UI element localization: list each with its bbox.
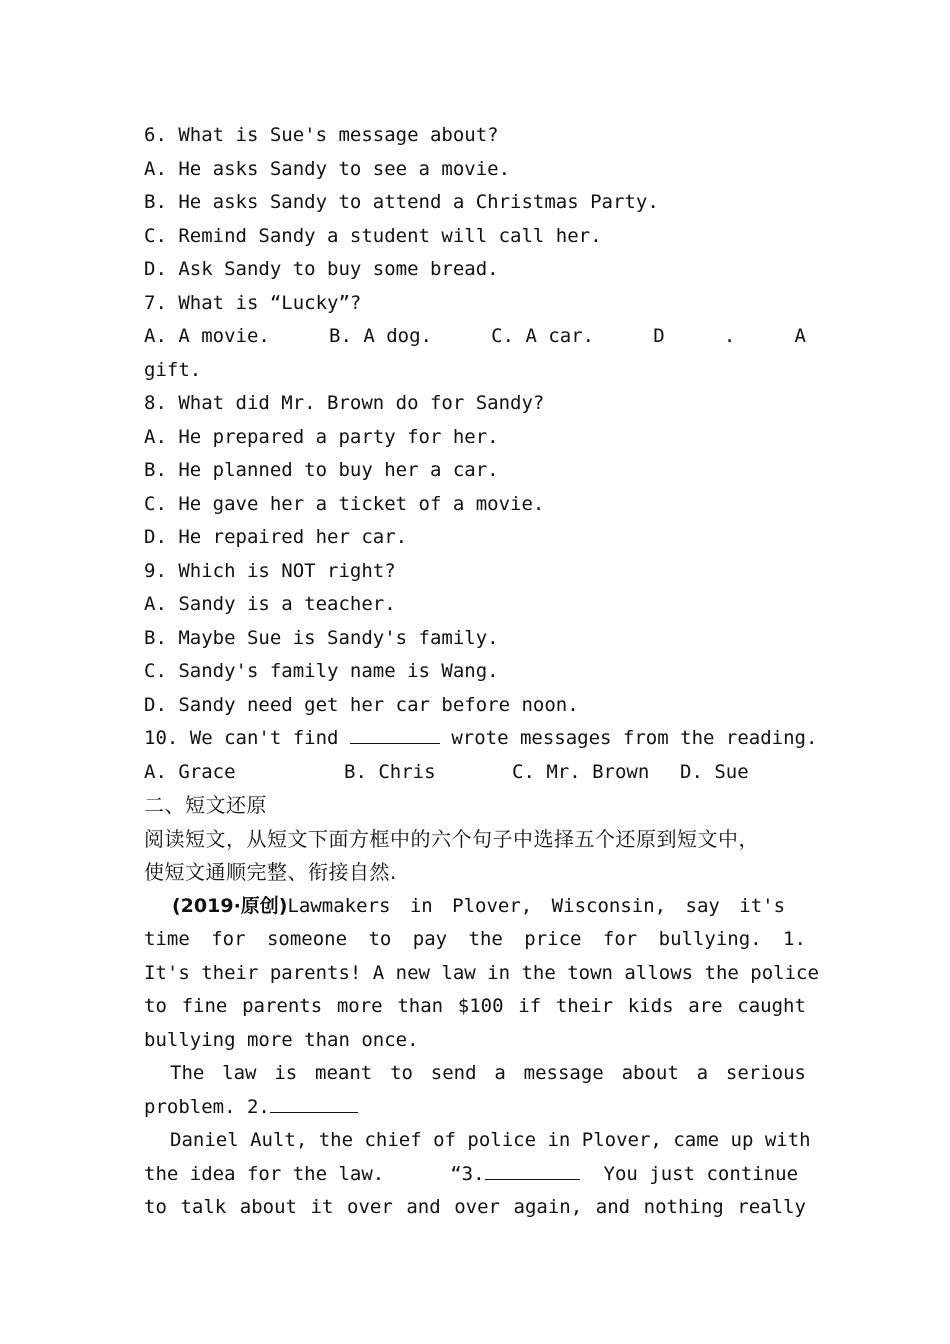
passage-blank-3 (485, 1159, 580, 1180)
question-9: 9. Which is NOT right? (144, 559, 396, 582)
passage-p3-line2-post: You just continue (603, 1162, 799, 1185)
q10-option-c: C. Mr. Brown (512, 760, 650, 783)
passage-p1-line2-word: for (602, 928, 638, 950)
passage-p2-line1-word: a (696, 1062, 709, 1084)
passage-p2-line1-word: about (621, 1062, 679, 1084)
passage-p3-line3-word: talk (180, 1196, 227, 1218)
q6-option-a: A. He asks Sandy to see a movie. (144, 157, 511, 180)
q7-option-d-letter: D (653, 325, 665, 347)
document-content (144, 119, 819, 1225)
q7-option-b: B. A dog. (329, 325, 432, 347)
passage-p2-line1-word: send (430, 1062, 477, 1084)
passage-p3-line3-word: to (144, 1196, 167, 1218)
section-2-heading: 二、短文还原 (144, 793, 267, 817)
q9-option-c: C. Sandy's family name is Wang. (144, 660, 499, 682)
passage-p3-line2 (144, 1158, 806, 1192)
passage-p1-line1-text: Lawmakers in Plover, Wisconsin, say it's (287, 894, 786, 917)
passage-p2-line1-word: law (222, 1062, 257, 1084)
passage-p3-line1: Daniel Ault, the chief of police in Plover, came up with (170, 1129, 811, 1151)
passage-p1-line4-word: are (688, 995, 723, 1017)
q10-option-a: A. Grace (144, 760, 236, 783)
q10-text-post: wrote messages from the reading. (439, 727, 818, 749)
passage-p2-line2 (144, 1091, 806, 1125)
passage-p2-line1-word: a (494, 1062, 506, 1084)
passage-p2-line2-text: problem. 2. (144, 1095, 270, 1118)
passage-blank-2 (270, 1092, 358, 1113)
passage-p2-line1-word: meant (315, 1062, 373, 1084)
passage-p1-line2 (144, 923, 806, 957)
passage-p1-line2-word: bullying. (658, 928, 762, 950)
passage-p3-line3-word: nothing (643, 1196, 724, 1218)
passage-p2-line1-word: to (390, 1062, 413, 1084)
passage-p1-line4-word: kids (627, 995, 674, 1017)
passage-p1-line2-word: for (211, 928, 246, 950)
question-6: 6. What is Sue's message about? (144, 124, 499, 146)
q10-options-row (144, 756, 806, 790)
q9-option-a: A. Sandy is a teacher. (144, 593, 396, 615)
q10-option-b: B. Chris (344, 760, 436, 783)
passage-p1-line2-word: 1. (783, 928, 806, 950)
section-2-instruction-line2: 使短文通顺完整、衔接自然. (144, 860, 397, 884)
passage-p3-line3 (144, 1191, 806, 1225)
question-7: 7. What is “Lucky”? (144, 291, 362, 314)
q9-option-b: B. Maybe Sue is Sandy's family. (144, 626, 499, 649)
passage-p3-line3-word: and (406, 1196, 441, 1218)
passage-p1-line2-word: to (368, 928, 392, 950)
passage-p1-line2-word: someone (266, 928, 348, 950)
passage-p3-line3-word: over (347, 1196, 393, 1218)
question-8: 8. What did Mr. Brown do for Sandy? (144, 392, 545, 414)
q8-option-a: A. He prepared a party for her. (144, 425, 499, 448)
passage-p3-line3-word: really (737, 1196, 806, 1218)
q7-option-a: A. A movie. (144, 325, 270, 347)
q6-option-d: D. Ask Sandy to buy some bread. (144, 258, 499, 280)
q7-option-d-continued: gift. (144, 358, 202, 381)
passage-p1-line3: It's their parents! A new law in the town allows the police (144, 961, 819, 984)
passage-p2-line1 (144, 1057, 806, 1091)
passage-p1-line2-word: pay (412, 928, 448, 950)
passage-p1-line4-word: parents (242, 995, 323, 1017)
passage-p2-line1-word: The (170, 1062, 205, 1084)
passage-p1-line5: bullying more than once. (144, 1028, 419, 1051)
passage-p1-line4-word: to (144, 995, 167, 1017)
passage-p2-line1-word: serious (725, 1062, 806, 1084)
q9-option-d: D. Sandy need get her car before noon. (144, 693, 579, 716)
passage-p1-line1 (144, 890, 806, 924)
q7-option-d-dot: . (723, 325, 736, 347)
passage-p1-line2-word: time (144, 928, 190, 950)
q7-option-c: C. A car. (491, 325, 595, 347)
passage-p1-line2-word: price (524, 928, 582, 950)
q6-option-c: C. Remind Sandy a student will call her. (144, 224, 602, 247)
passage-p3-line3-word: it (310, 1196, 334, 1218)
passage-p1-line4-word: more (336, 995, 383, 1017)
q10-text-pre: 10. We can't find (144, 727, 350, 749)
passage-p3-line3-word: over (454, 1196, 500, 1218)
passage-p1-line4-word: their (555, 995, 614, 1017)
q8-option-b: B. He planned to buy her a car. (144, 459, 499, 481)
passage-p2-line1-word: is (274, 1062, 298, 1084)
passage-p3-line3-word: and (595, 1196, 631, 1218)
passage-p1-line4-word: than (397, 995, 444, 1017)
passage-p3-line2-text: the idea for the law. (144, 1162, 385, 1185)
passage-p1-line4-word: fine (181, 995, 228, 1017)
q10-answer-blank (350, 723, 440, 744)
passage-p1-line4 (144, 990, 806, 1024)
passage-p3-line3-word: about (239, 1196, 297, 1218)
passage-p1-line2-word: the (468, 928, 503, 950)
q7-options-row (144, 320, 806, 354)
passage-p2-line1-word: message (523, 1062, 604, 1084)
q8-option-c: C. He gave her a ticket of a movie. (144, 492, 545, 515)
passage-p1-line4-word: if (518, 995, 542, 1017)
passage-p3-quote: “3. (450, 1162, 485, 1185)
question-10 (144, 722, 818, 756)
passage-p1-line4-word: $100 (457, 995, 504, 1017)
section-2-instruction-line1: 阅读短文，从短文下面方框中的六个句子中选择五个还原到短文中， (144, 826, 759, 851)
q8-option-d: D. He repaired her car. (144, 526, 408, 548)
passage-p3-line3-word: again, (513, 1196, 583, 1218)
q7-option-d-word: A (794, 325, 806, 347)
q6-option-b: B. He asks Sandy to attend a Christmas Party. (144, 191, 659, 213)
q10-option-d: D. Sue (680, 760, 749, 783)
passage-source: (2019·原创) (172, 894, 288, 917)
passage-p1-line4-word: caught (737, 995, 806, 1017)
